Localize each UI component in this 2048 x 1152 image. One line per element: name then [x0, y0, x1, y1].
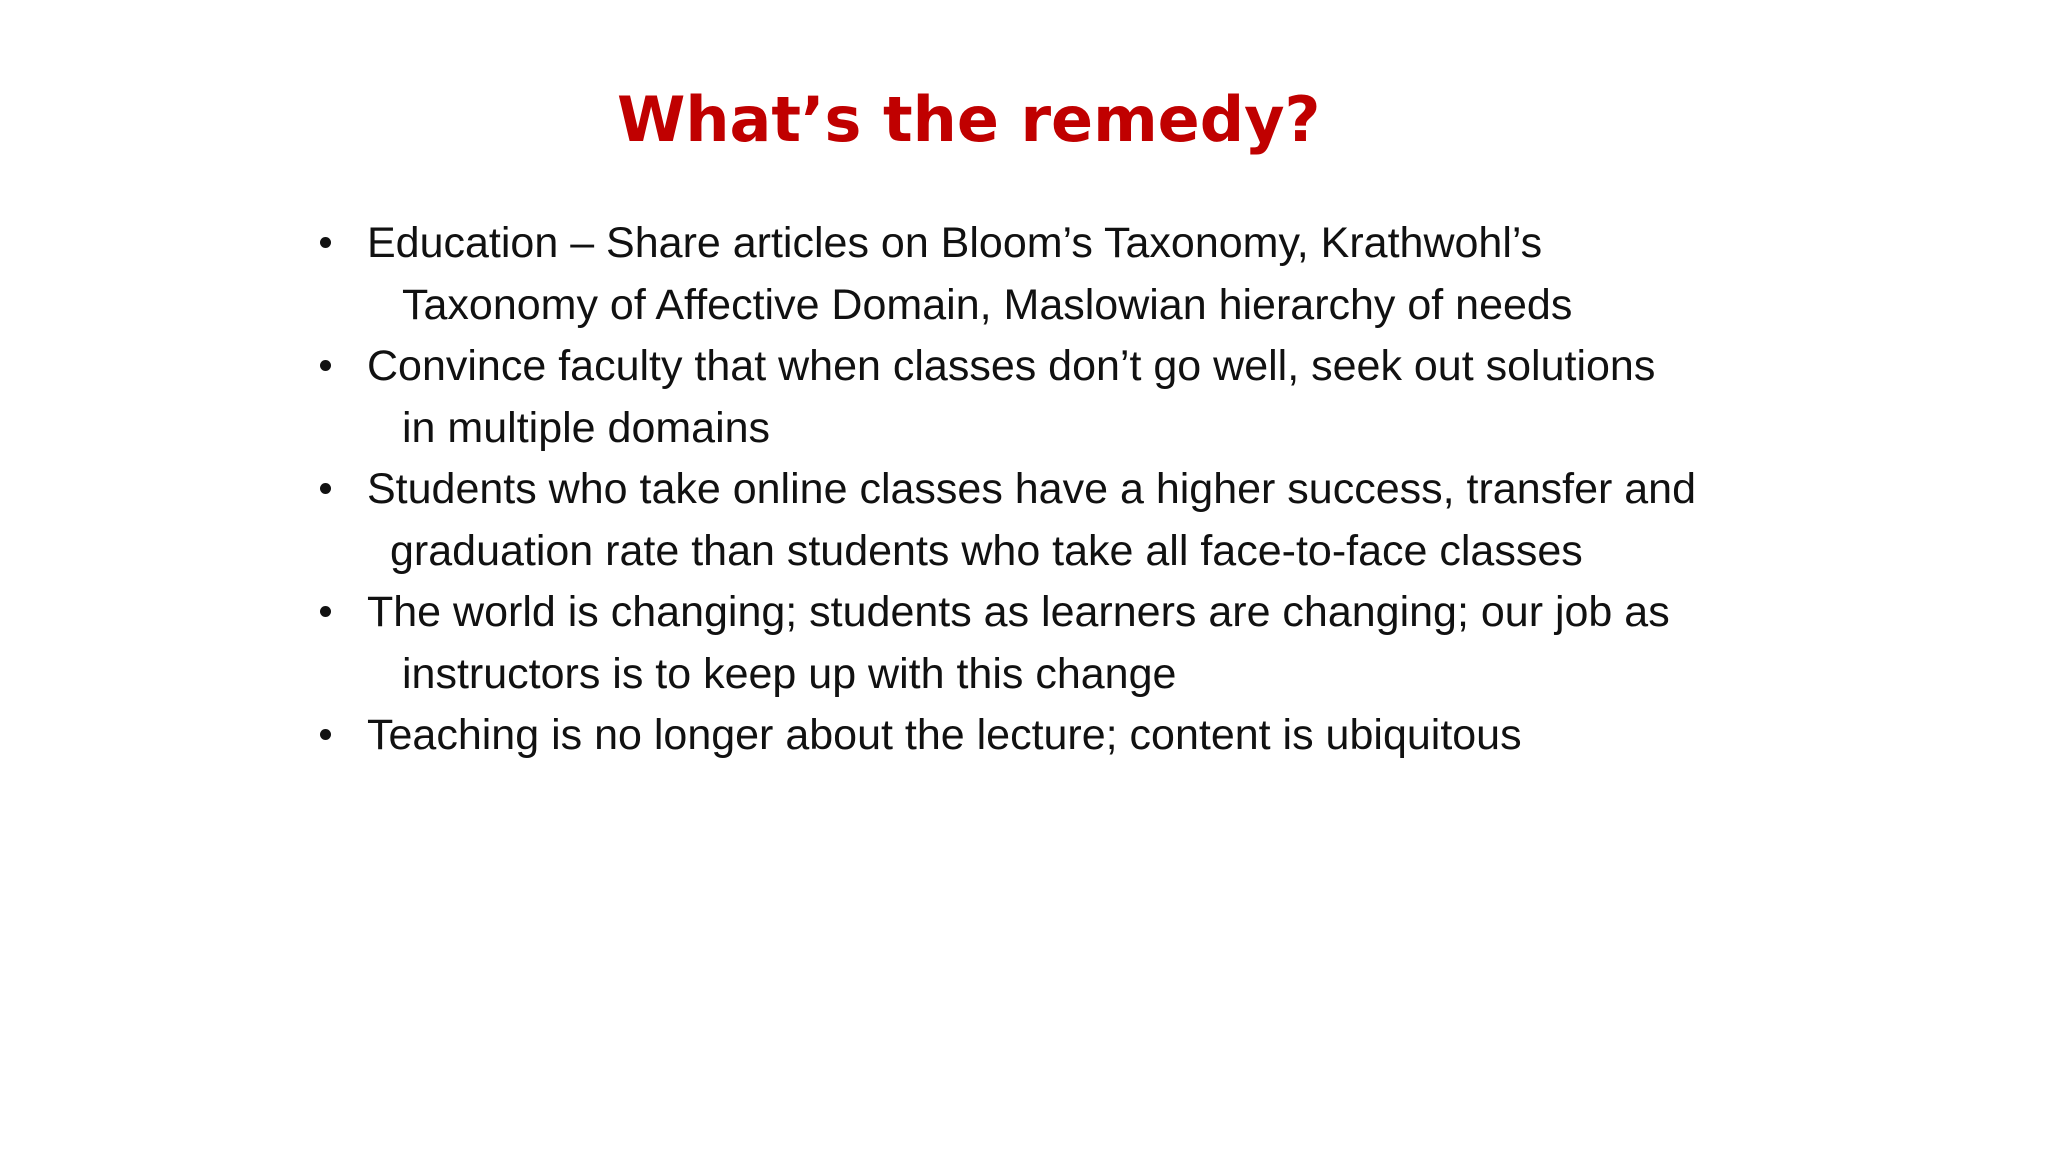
- bullet-item: [318, 582, 1858, 705]
- bullet-text-line: Convince faculty that when classes don’t go well, seek out solutions: [367, 342, 1656, 390]
- bullet-text-line: in multiple domains: [402, 403, 771, 452]
- bullet-item: [318, 213, 1858, 336]
- bullet-text-line: Teaching is no longer about the lecture; content is ubiquitous: [367, 711, 1522, 759]
- bullet-item: [318, 459, 1858, 582]
- bullet-item: [318, 336, 1858, 459]
- bullet-text-line: Taxonomy of Affective Domain, Maslowian hierarchy of needs: [402, 280, 1573, 329]
- bullet-point-icon: [320, 237, 331, 248]
- bullet-text-line: The world is changing; students as learners are changing; our job as: [367, 588, 1670, 636]
- bullet-point-icon: [320, 483, 331, 494]
- bullet-point-icon: [320, 729, 331, 740]
- bullet-list: [318, 213, 1858, 767]
- bullet-text-line: Education – Share articles on Bloom’s Taxonomy, Krathwohl’s: [367, 219, 1543, 267]
- slide-title: What’s the remedy?: [617, 83, 1321, 156]
- bullet-point-icon: [320, 606, 331, 617]
- bullet-item: [318, 705, 1858, 767]
- bullet-point-icon: [320, 360, 331, 371]
- bullet-text-line: graduation rate than students who take all face-to-face classes: [390, 526, 1583, 575]
- bullet-text-line: Students who take online classes have a higher success, transfer and: [367, 465, 1696, 513]
- bullet-text-line: instructors is to keep up with this change: [402, 649, 1177, 698]
